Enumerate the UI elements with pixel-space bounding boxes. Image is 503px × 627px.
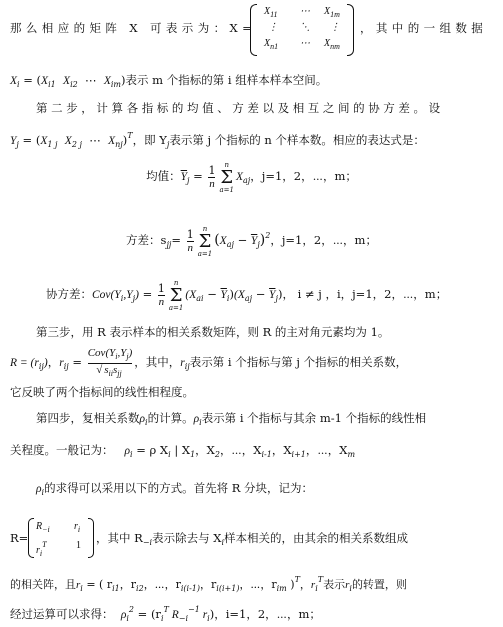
sample-space-line: $X_i = (X_{i1}$ $X_{i2}$ ⋯ $X_{im}$)表示 m 个指标的第 i 组样本样本空间。 [10, 73, 328, 89]
matrix-after-text: ，其中的一组数据 [360, 21, 488, 35]
rho-result-line: 经过运算可以求得： $\rho_i^2 = (r_i^T$ $R_{-i}^{-1}$ $r_i$)，i=1，2，⋯，m； [10, 605, 321, 623]
block-matrix-left-bracket [28, 518, 34, 558]
covariance-formula: 协方差：$Cov(Y_i,Y_j)$ = $\frac{1}{n}$ n Σ a=1 $(X_{ai} - \overline{Y}_i)(X_{aj} - \overline{Y}_j)$， i ≠ j ，i，j=1，2，⋯，m； [46, 278, 448, 312]
matrix-left-bracket [250, 4, 257, 56]
step2-line: 第二步，计算各指标的均值、方差以及相互之间的协方差。设 [36, 101, 444, 115]
rho-definition-line: 关程度。一般记为： $\rho_i = \rho$ $X_i$ | $X_1$，$X_2$，⋯，$X_{i-1}$，$X_{i+1}$，⋯，$X_m$ [10, 443, 356, 459]
matrix-right-bracket [347, 4, 354, 56]
correlation-meaning-line: 它反映了两个指标间的线性相程度。 [10, 385, 194, 399]
matrix-intro-text: 那么相应的矩阵 X 可表示为：X= [10, 21, 257, 35]
ri-vector-line: 的相关阵，且$r_i$ = ( $r_{i1}$，$r_{i2}$，⋯，$r_{i(i-1)}$，$r_{i(i+1)}$，⋯，$r_{im}$ )$^T$，$r_i^T$表示$r_i$的转置，则 [10, 575, 407, 593]
block-matrix-explain: ，其中 $R_{-i}$表示除去与 $X_i$样本相关的，由其余的相关系数组成 [96, 531, 408, 547]
correlation-formula: $R = (r_{ij})$，$r_{ij}$ = $\frac{Cov(Y_i,Y_j)}{√ s_{ii}s_{jj}}$ ，其中，$r_{ij}$表示第 i 个指标与第 j 个指标的相关系数， [10, 346, 408, 378]
block-matrix-label: R= [10, 531, 29, 545]
matrix-x: $X_{11}$ ⋯ $X_{1m}$ ⋮ ⋱ ⋮ $X_{n1}$ ⋯ $X_{nm}$ [250, 4, 354, 56]
variance-formula: 方差：$s_{jj}=$ $\frac{1}{n}$ n Σ a=1 $(X_{aj} - \overline{Y}_j)^2$，j=1，2，⋯，m； [126, 224, 377, 258]
step3-line: 第三步，用 R 表示样本的相关系数矩阵，则 R 的主对角元素均为 1。 [36, 325, 390, 339]
rho-method-line: $\rho_i$的求得可以采用以下的方式。首先将 R 分块，记为： [36, 481, 314, 497]
step4-line: 第四步，复相关系数$\rho_i$的计算。$\rho_i$表示第 i 个指标与其余 m-1 个指标的线性相 [36, 411, 427, 427]
block-matrix-right-bracket [88, 518, 94, 558]
block-matrix-r: $R_{-i}$ $r_i$ $r_i^T$ 1 [28, 518, 94, 558]
yj-def-line: $Y_j = (X_{1 j}$ $X_{2 j}$ ⋯ $X_{nj})^T$，即 $Y_j$表示第 j 个指标的 n 个样本数。相应的表达式是： [10, 131, 425, 149]
mean-formula: 均值：$\overline{Y}_j$ = $\frac{1}{n}$ n Σ a=1 $X_{aj}$，j=1，2，⋯，m； [146, 160, 357, 194]
